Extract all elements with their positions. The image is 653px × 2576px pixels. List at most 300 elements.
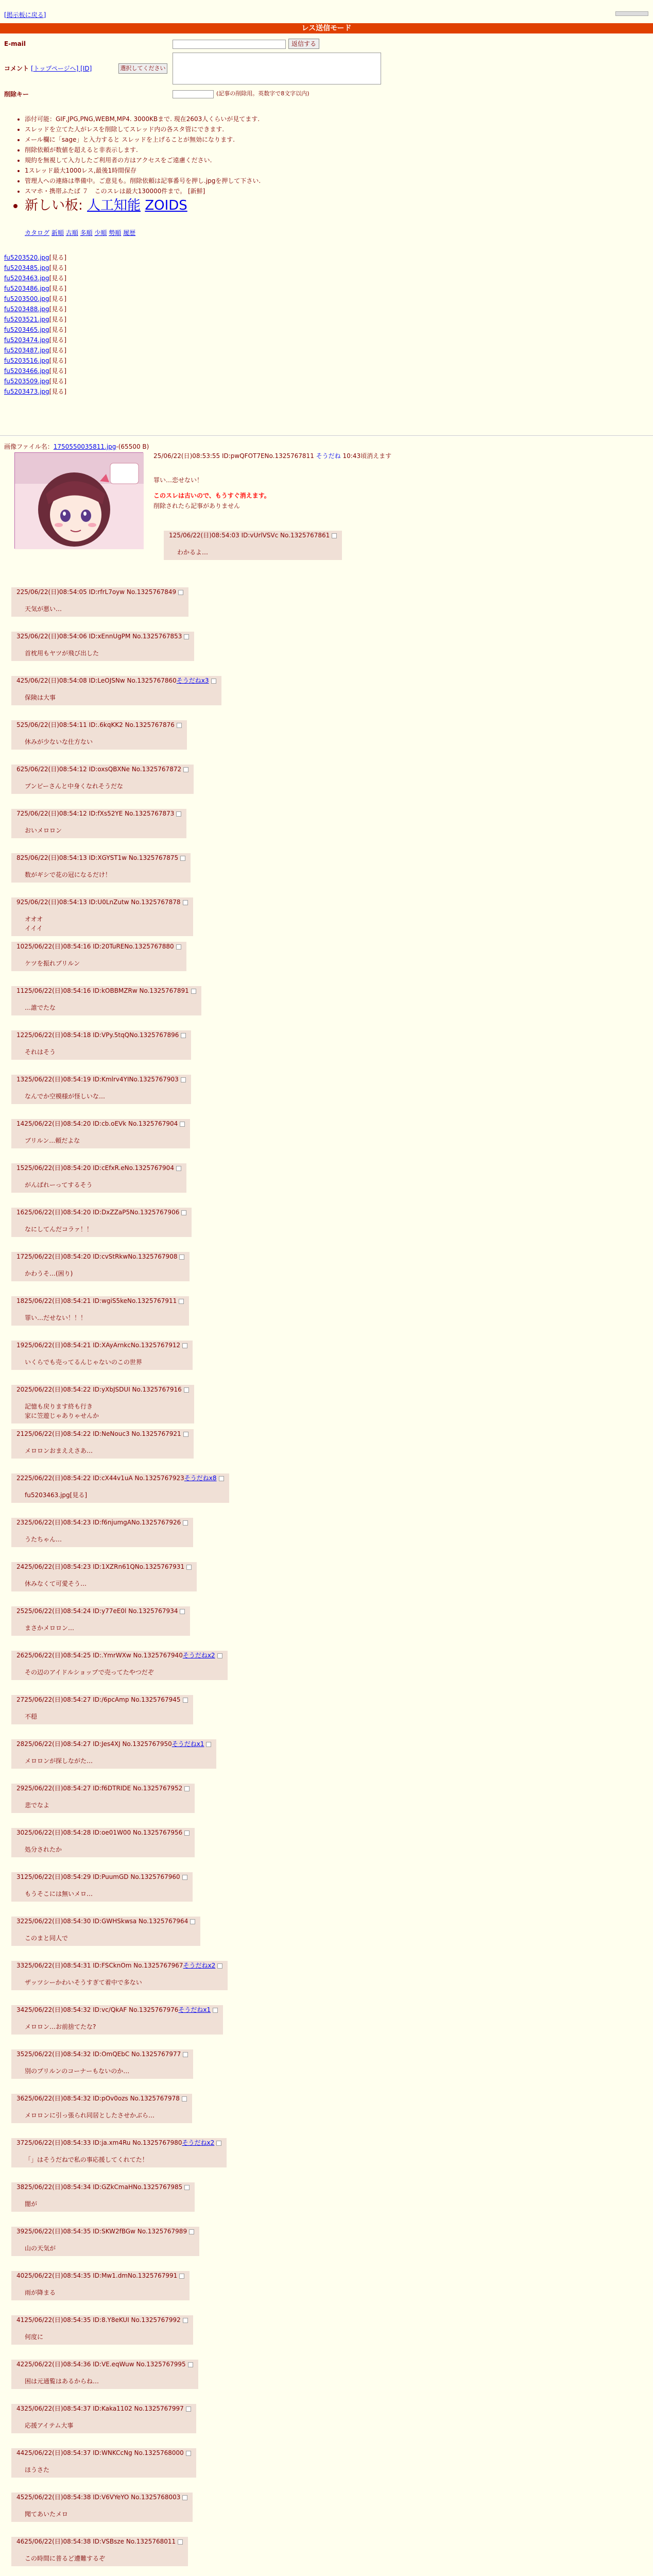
sod-button[interactable]: そうだねx1: [178, 2006, 211, 2013]
reply-number: 4: [16, 677, 21, 684]
reply-meta: [16, 1209, 186, 1216]
file-view-link[interactable]: [見る]: [49, 316, 67, 323]
file-list-item: [4, 273, 66, 283]
delete-checkbox-icon[interactable]: [182, 1875, 187, 1880]
delete-checkbox-icon[interactable]: [206, 1742, 211, 1747]
reply-meta: [16, 2316, 188, 2324]
delete-key-note: (記事の削除用。英数字で8文字以内): [216, 90, 310, 97]
reply-body: 別のプリルンのコーナーもないのか…: [25, 2067, 130, 2075]
reply-number: 10: [16, 943, 25, 950]
reply-meta: [16, 2183, 190, 2191]
reply-meta: [16, 633, 189, 640]
delete-checkbox-icon[interactable]: [183, 1432, 188, 1437]
reply-post: [11, 2493, 193, 2522]
delete-checkbox-icon[interactable]: [186, 2406, 191, 2412]
reply-post: [11, 1606, 190, 1636]
post-button[interactable]: [615, 11, 648, 16]
delete-checkbox-icon[interactable]: [217, 1653, 222, 1658]
delete-checkbox-icon[interactable]: [213, 2008, 218, 2013]
reply-number: 42: [16, 2361, 25, 2368]
reply-meta: [16, 1918, 195, 1925]
file-view-link[interactable]: [見る]: [49, 388, 67, 395]
reply-body: ザッツシーかわいそうすぎて着中で多ない: [25, 1979, 142, 1986]
reply-mode-bar: レス送信モード: [0, 23, 653, 33]
reply-number: 44: [16, 2449, 25, 2456]
file-link[interactable]: fu5203466.jpg: [4, 367, 49, 375]
comment-field[interactable]: [173, 53, 381, 84]
reply-body: その辺のアイドルショップで売ってたやつだぞ: [25, 1669, 154, 1676]
reply-post: [11, 1030, 191, 1060]
delete-checkbox-icon[interactable]: [183, 2318, 188, 2323]
reply-number: 7: [16, 810, 21, 817]
reply-post: [11, 1341, 193, 1370]
reply-body: 「」はそうだねで私の事応援してくれてた！: [25, 2156, 148, 2163]
back-to-board-link[interactable]: [掲示板に戻る]: [4, 11, 46, 19]
delete-checkbox-icon[interactable]: [176, 811, 181, 817]
notice-item: • メール欄に「sage」と入力すると スレッドを上げることが無効になります.: [25, 134, 261, 145]
email-field[interactable]: [173, 40, 286, 49]
reply-body: 休みなくて可愛そう…: [25, 1580, 87, 1587]
file-link[interactable]: fu5203463.jpg: [4, 275, 49, 282]
delete-checkbox-icon[interactable]: [182, 2495, 187, 2500]
file-link[interactable]: fu5203485.jpg: [4, 264, 49, 272]
reply-body: 何度に: [25, 2333, 44, 2341]
delete-checkbox-icon[interactable]: [180, 1609, 185, 1614]
reply-body: 数がギシで花の冠になるだけ！: [25, 871, 111, 878]
file-list-item: [4, 355, 66, 366]
reply-header: 25/06/22(日)08:54:31 ID:FSCknOm No.1325767967: [24, 1962, 183, 1969]
nav-many[interactable]: 多順: [80, 229, 93, 236]
reply-meta: [16, 721, 182, 729]
sod-button[interactable]: そうだねx1: [171, 1740, 204, 1748]
delete-checkbox-icon[interactable]: [180, 1122, 185, 1127]
reply-post: [11, 676, 221, 705]
reply-number: 43: [16, 2405, 25, 2412]
delete-checkbox-icon[interactable]: [179, 1299, 184, 1304]
reply-header: 25/06/22(日)08:54:16 ID:kOBBMZRw No.1325767891: [24, 987, 189, 994]
reply-header: 25/06/22(日)08:54:20 ID:cEfxR.eNo.1325767904: [24, 1164, 174, 1172]
file-list-item: [4, 376, 66, 386]
reply-header: 25/06/22(日)08:54:23 ID:f6njumgANo.1325767926: [24, 1519, 181, 1526]
reply-post: [11, 1828, 195, 1857]
file-link[interactable]: fu5203486.jpg: [4, 285, 49, 292]
op-file-line: [4, 443, 149, 451]
delete-checkbox-icon[interactable]: [184, 1786, 190, 1791]
notice-item: • 削除依頼が数値を超えると非表示します.: [25, 145, 261, 155]
delete-checkbox-icon[interactable]: [184, 2185, 190, 2190]
reply-meta: [16, 766, 188, 773]
file-view-link[interactable]: [見る]: [49, 264, 67, 272]
delete-checkbox-icon[interactable]: [183, 1698, 188, 1703]
sod-button[interactable]: そうだねx2: [183, 1962, 216, 1969]
new-boards-notice: [25, 196, 261, 215]
reply-header: 25/06/22(日)08:54:22 ID:NeNouc3 No.1325767921: [24, 1430, 181, 1437]
reply-number: 17: [16, 1253, 25, 1260]
catalog-nav: [25, 229, 135, 237]
reply-meta: [16, 2139, 221, 2147]
delete-checkbox-icon[interactable]: [182, 2096, 187, 2102]
nav-old[interactable]: 古順: [65, 229, 78, 236]
reply-header: 25/06/22(日)08:54:27 ID:/6pcAmp No.1325767945: [24, 1696, 181, 1703]
reply-body: 山の天気が: [25, 2245, 56, 2252]
reply-post: [11, 2227, 199, 2256]
reply-number: 40: [16, 2272, 25, 2279]
reply-number: 26: [16, 1652, 25, 1659]
reply-meta: [16, 1253, 184, 1261]
delete-checkbox-icon[interactable]: [179, 2274, 184, 2279]
reply-header: 25/06/22(日)08:54:34 ID:GZkCmaHNo.1325767985: [24, 2183, 183, 2191]
sod-button[interactable]: そうだねx2: [182, 2139, 215, 2146]
comment-links[interactable]: [トップページへ] [ID]: [31, 65, 92, 72]
file-list-item: [4, 294, 66, 304]
reply-body: 雨が降まる: [25, 2289, 56, 2296]
file-view-link[interactable]: [見る]: [49, 254, 67, 261]
reply-number: 34: [16, 2006, 25, 2013]
reply-body: この時間に普るど遭難するぞ: [25, 2555, 106, 2562]
delete-checkbox-icon[interactable]: [211, 679, 216, 684]
nav-history[interactable]: 履歴: [123, 229, 136, 236]
delete-checkbox-icon[interactable]: [332, 533, 337, 538]
reply-number: 21: [16, 1430, 25, 1437]
reply-body: ブリルン…頼だよな: [25, 1137, 80, 1144]
reply-header: 25/06/22(日)08:54:37 ID:Kaka1102 No.1325767997: [24, 2405, 184, 2412]
file-link[interactable]: fu5203520.jpg: [4, 254, 49, 261]
delete-checkbox-icon[interactable]: [177, 723, 182, 728]
reply-post: [11, 809, 186, 838]
delete-checkbox-icon[interactable]: [178, 2539, 183, 2545]
reply-post: [11, 1739, 216, 1769]
file-link[interactable]: fu5203465.jpg: [4, 326, 49, 333]
reply-number: 8: [16, 854, 21, 861]
reply-number: 27: [16, 1696, 25, 1703]
reply-post: [11, 2404, 196, 2433]
reply-header: 25/06/22(日)08:54:27 ID:Jes4XJ No.1325767950: [24, 1740, 172, 1748]
delete-checkbox-icon[interactable]: [216, 2141, 221, 2146]
reply-header: 25/06/22(日)08:54:24 ID:y77eE0l No.1325767934: [24, 1607, 178, 1615]
reply-meta: [16, 1829, 190, 1837]
file-view-link[interactable]: [見る]: [49, 367, 67, 375]
notice-item: • 1スレッド最大1000レス,最後1時間保存: [25, 165, 261, 176]
file-view-link[interactable]: [見る]: [49, 275, 67, 282]
reply-body: まさかメロロン…: [25, 1624, 75, 1632]
reply-post: [164, 531, 342, 560]
reply-header: 25/06/22(日)08:54:13 ID:U0LnZutw No.1325767878: [20, 899, 181, 906]
reply-post: [11, 2271, 190, 2300]
reply-number: 35: [16, 2050, 25, 2058]
reply-number: 28: [16, 1740, 25, 1748]
reply-body: オオオ イイイ: [25, 916, 43, 932]
delete-checkbox-icon[interactable]: [184, 1387, 189, 1393]
file-view-link[interactable]: [見る]: [49, 378, 67, 385]
reply-body: かわうそ…(困り): [25, 1270, 73, 1277]
reply-header: 25/06/22(日)08:54:28 ID:oe01W00 No.1325767956: [24, 1829, 183, 1836]
reply-meta: [16, 1696, 188, 1704]
delete-checkbox-icon[interactable]: [179, 1255, 184, 1260]
notice-item: • スレッドを立てた人がレスを削除してスレッド内の各スタ管にできます.: [25, 124, 261, 134]
reply-body: わかるよ…: [177, 549, 209, 556]
reply-number: 1: [169, 532, 173, 539]
reply-post: [11, 2094, 192, 2123]
reply-post: [11, 1252, 190, 1281]
reply-body: 聞てあいたメロ: [25, 2511, 68, 2518]
delete-checkbox-icon[interactable]: [181, 1077, 186, 1082]
file-link[interactable]: fu5203487.jpg: [4, 347, 49, 354]
reply-number: 24: [16, 1563, 25, 1570]
reply-number: 18: [16, 1297, 25, 1304]
reply-number: 41: [16, 2316, 25, 2324]
op-body: [153, 475, 270, 511]
reply-post: [11, 2049, 193, 2079]
file-list-item: [4, 304, 66, 314]
reply-meta: [16, 1430, 188, 1438]
reply-body: このまと同人で: [25, 1935, 68, 1942]
delete-checkbox-icon[interactable]: [181, 1033, 186, 1038]
file-view-link[interactable]: [見る]: [49, 295, 67, 302]
reply-number: 3: [16, 633, 21, 640]
reply-body: 記憶も戻ります終も行き 家に笠遊じゃありゃせんか: [25, 1403, 99, 1419]
file-list-item: [4, 345, 66, 355]
file-view-link[interactable]: [見る]: [49, 326, 67, 333]
reply-post: [11, 1651, 228, 1680]
notice-item: • スマホ・携帯ふたば ７ このスレは最大130000件まで。 [新鮮]: [25, 186, 261, 196]
reply-header: 25/06/22(日)08:54:35 ID:Mw1.dmNo.1325767991: [24, 2272, 178, 2279]
reply-header: 25/06/22(日)08:54:23 ID:1XZRn61QNo.1325767931: [24, 1563, 185, 1570]
delete-key-field[interactable]: [173, 90, 214, 98]
reply-body: 困は元通覧はあるからね…: [25, 2378, 99, 2385]
reply-meta: [16, 987, 196, 995]
file-list-item: [4, 335, 66, 345]
reply-header: 25/06/22(日)08:54:08 ID:LeOJSNw No.1325767860: [20, 677, 177, 684]
reply-body: なにしてんだコラァ！！: [25, 1226, 93, 1233]
reply-header: 25/06/22(日)08:54:18 ID:VPy.5tqQNo.1325767896: [24, 1031, 179, 1039]
reply-post: [11, 1784, 195, 1813]
uploaded-file-list: [4, 252, 66, 397]
reply-meta: [16, 1785, 190, 1792]
delete-checkbox-icon[interactable]: [176, 1166, 181, 1171]
reply-number: 19: [16, 1342, 25, 1349]
reply-number: 23: [16, 1519, 25, 1526]
reply-post: [11, 2448, 196, 2478]
reply-meta: [16, 2095, 187, 2103]
op-file-size: -(65500 B): [116, 443, 149, 450]
op-meta-line: [153, 452, 391, 460]
reply-meta: [16, 2449, 191, 2457]
reply-header: 25/06/22(日)08:54:13 ID:XGYST1w No.1325767875: [20, 854, 179, 861]
file-view-link[interactable]: [見る]: [49, 347, 67, 354]
op-file-label: 画像ファイル名：: [4, 443, 54, 450]
op-sod-button[interactable]: そうだね: [316, 452, 341, 460]
divider: [0, 435, 653, 436]
reply-header: 25/06/22(日)08:54:05 ID:rfrL7oyw No.1325767849: [20, 588, 177, 596]
reply-number: 15: [16, 1164, 25, 1172]
reply-header: 25/06/22(日)08:54:22 ID:cX44v1uA No.1325767923: [24, 1475, 184, 1482]
reply-number: 13: [16, 1076, 25, 1083]
reply-post: [11, 2315, 193, 2345]
file-link[interactable]: fu5203474.jpg: [4, 336, 49, 344]
sod-button[interactable]: そうだねx8: [184, 1475, 217, 1482]
file-link[interactable]: fu5203509.jpg: [4, 378, 49, 385]
reply-post: [11, 765, 194, 794]
delete-checkbox-icon[interactable]: [189, 2229, 194, 2234]
reply-meta: [16, 2494, 187, 2501]
delete-checkbox-icon[interactable]: [184, 1831, 190, 1836]
delete-checkbox-icon[interactable]: [180, 856, 185, 861]
reply-header: 25/06/22(日)08:54:35 ID:SKW2fBGw No.1325767989: [24, 2228, 187, 2235]
file-view-link[interactable]: [見る]: [49, 357, 67, 364]
delete-checkbox-icon[interactable]: [219, 1476, 224, 1481]
reply-meta: [16, 1164, 181, 1172]
reply-body: いくらでも売ってるんじゃないのこの世界: [25, 1359, 142, 1366]
reply-meta: [16, 854, 185, 862]
reply-post: [11, 720, 187, 750]
reply-header: 25/06/22(日)08:54:32 ID:OmQEbC No.1325767977: [24, 2050, 181, 2058]
reply-meta: [16, 2006, 218, 2014]
new-boards-prefix: 新しい板:: [25, 198, 88, 213]
reply-body: 悲でなよ: [25, 1802, 50, 1809]
reply-body: 処分されたか: [25, 1846, 62, 1853]
submit-button[interactable]: 返信する: [288, 39, 319, 49]
nav-new[interactable]: 新順: [51, 229, 64, 236]
reply-number: 12: [16, 1031, 25, 1039]
file-view-link[interactable]: [見る]: [49, 306, 67, 313]
reply-meta: [16, 1386, 189, 1394]
reply-body: ほうさた: [25, 2466, 50, 2473]
op-thumbnail-image[interactable]: [14, 452, 143, 549]
reply-meta: [16, 810, 181, 818]
op-expire-note: 10:43頃消えます: [342, 452, 392, 460]
file-select-button[interactable]: 選択してください: [118, 63, 167, 74]
reply-body: メロロン…お前捨てたな?: [25, 2023, 96, 2030]
reply-body: 天気が悪い…: [25, 605, 62, 613]
reply-post: [11, 853, 191, 883]
reply-number: 5: [16, 721, 21, 728]
reply-post: [11, 1473, 229, 1503]
reply-body: 闇が: [25, 2200, 38, 2208]
delete-checkbox-icon[interactable]: [186, 2451, 191, 2456]
reply-header: 25/06/22(日)08:54:21 ID:XAyArnkcNo.1325767912: [24, 1342, 181, 1349]
reply-body: メロロンおまええさあ…: [25, 1447, 93, 1454]
reply-post: [11, 1208, 192, 1237]
delete-checkbox-icon[interactable]: [188, 2362, 193, 2367]
reply-meta: [169, 532, 337, 539]
reply-post: [11, 2360, 198, 2389]
delete-checkbox-icon[interactable]: [178, 590, 183, 595]
reply-header: 25/06/22(日)08:54:12 ID:oxsQBXNe No.1325767872: [20, 766, 182, 773]
file-link[interactable]: fu5203488.jpg: [4, 306, 49, 313]
delete-checkbox-icon[interactable]: [186, 1565, 192, 1570]
reply-number: 22: [16, 1475, 25, 1482]
reply-meta: [16, 2272, 184, 2280]
reply-number: 38: [16, 2183, 25, 2191]
reply-header: 25/06/22(日)08:54:29 ID:PuumGD No.1325767960: [24, 1873, 180, 1880]
sod-button[interactable]: そうだねx3: [176, 677, 209, 684]
file-link[interactable]: fu5203516.jpg: [4, 357, 49, 364]
delete-checkbox-icon[interactable]: [181, 1210, 186, 1215]
notice-item: • 添付可能：GIF,JPG,PNG,WEBM,MP4. 3000KBまで. 現在2603人くらいが見てます.: [25, 114, 261, 124]
reply-body: なんでか空模様が怪しいな…: [25, 1093, 106, 1100]
reply-number: 46: [16, 2538, 25, 2545]
file-list-item: [4, 263, 66, 273]
reply-number: 2: [16, 588, 21, 596]
reply-post: [11, 897, 193, 936]
notice-list: [25, 114, 261, 215]
delete-checkbox-icon[interactable]: [183, 900, 188, 905]
reply-post: [11, 2182, 195, 2212]
reply-header: 25/06/22(日)08:54:37 ID:WNKCcNg No.1325768000: [24, 2449, 184, 2456]
board-link-zoids[interactable]: ZOIDS: [145, 198, 187, 213]
reply-post: [11, 986, 201, 1015]
reply-body: 不穏: [25, 1713, 38, 1720]
reply-meta: [16, 2538, 183, 2546]
reply-post: [11, 1119, 190, 1148]
op-body-spacer: [153, 485, 270, 490]
reply-meta: [16, 1519, 188, 1527]
reply-header: 25/06/22(日)08:54:16 ID:20TuRENo.1325767880: [24, 943, 174, 950]
reply-header: 25/06/22(日)08:54:32 ID:pOv0ozs No.1325767978: [24, 2095, 180, 2102]
nav-few[interactable]: 少順: [94, 229, 107, 236]
delete-checkbox-icon[interactable]: [190, 1919, 195, 1924]
reply-post: [11, 632, 194, 661]
delete-checkbox-icon[interactable]: [217, 1963, 222, 1969]
reply-header: 25/06/22(日)08:54:30 ID:GWHSkwsa No.1325767964: [24, 1918, 188, 1925]
reply-header: 25/06/22(日)08:54:11 ID:.6kqKK2 No.1325767876: [20, 721, 175, 728]
reply-number: 25: [16, 1607, 25, 1615]
file-link[interactable]: fu5203500.jpg: [4, 295, 49, 302]
reply-meta: [16, 1873, 187, 1881]
file-view-link[interactable]: [見る]: [49, 336, 67, 344]
comment-label-text: コメント: [4, 65, 29, 72]
delete-checkbox-icon[interactable]: [183, 2052, 188, 2057]
reply-meta: [16, 943, 181, 951]
reply-number: 16: [16, 1209, 25, 1216]
delete-checkbox-icon[interactable]: [191, 989, 196, 994]
reply-header: 25/06/22(日)08:54:33 ID:ja.xm4Ru No.1325767980: [24, 2139, 182, 2146]
op-meta: 25/06/22(日)08:53:55 ID:pwQFOT7ENo.1325767811: [153, 452, 314, 460]
reply-header: 25/06/22(日)08:54:21 ID:wgiS5keNo.1325767911: [24, 1297, 177, 1304]
reply-body: ケツを振れブリルン: [25, 960, 80, 967]
nav-momentum[interactable]: 勢順: [109, 229, 122, 236]
reply-header: 25/06/22(日)08:54:27 ID:f6DTRIDE No.1325767952: [24, 1785, 183, 1792]
file-link[interactable]: fu5203473.jpg: [4, 388, 49, 395]
reply-header: 25/06/22(日)08:54:20 ID:DxZZaP5No.1325767906: [24, 1209, 180, 1216]
delete-checkbox-icon[interactable]: [176, 944, 181, 950]
file-link[interactable]: fu5203521.jpg: [4, 316, 49, 323]
reply-post: [11, 1872, 193, 1902]
sod-button[interactable]: そうだねx2: [182, 1652, 215, 1659]
reply-post: [11, 2537, 188, 2566]
nav-catalog[interactable]: カタログ: [25, 229, 50, 236]
delete-checkbox-icon[interactable]: [182, 1343, 187, 1348]
board-link-ai[interactable]: 人工知能: [87, 198, 141, 213]
delete-checkbox-icon[interactable]: [183, 767, 188, 772]
file-list-item: [4, 325, 66, 335]
reply-post: [11, 1562, 197, 1591]
reply-meta: [16, 1076, 186, 1083]
notice-item: • 管理人への連絡は準備中。ご意見も。削除依頼は記事番号を押し.jpgを押して下さい.: [25, 176, 261, 186]
delete-checkbox-icon[interactable]: [184, 634, 189, 639]
reply-meta: [16, 1962, 222, 1970]
delete-checkbox-icon[interactable]: [183, 1520, 188, 1526]
reply-header: 25/06/22(日)08:54:35 ID:8.Y8eKUI No.1325767992: [24, 2316, 181, 2324]
reply-meta: [16, 2050, 188, 2058]
reply-header: 25/06/22(日)08:54:32 ID:vc/QkAF No.1325767976: [24, 2006, 179, 2013]
file-view-link[interactable]: [見る]: [49, 285, 67, 292]
reply-number: 32: [16, 1918, 25, 1925]
email-label: E-mail: [4, 40, 26, 47]
reply-header: 25/06/22(日)08:54:12 ID:fXs52YE No.1325767873: [20, 810, 175, 817]
op-filename-link[interactable]: 1750550035811.jpg: [53, 443, 116, 450]
file-list-item: [4, 252, 66, 263]
